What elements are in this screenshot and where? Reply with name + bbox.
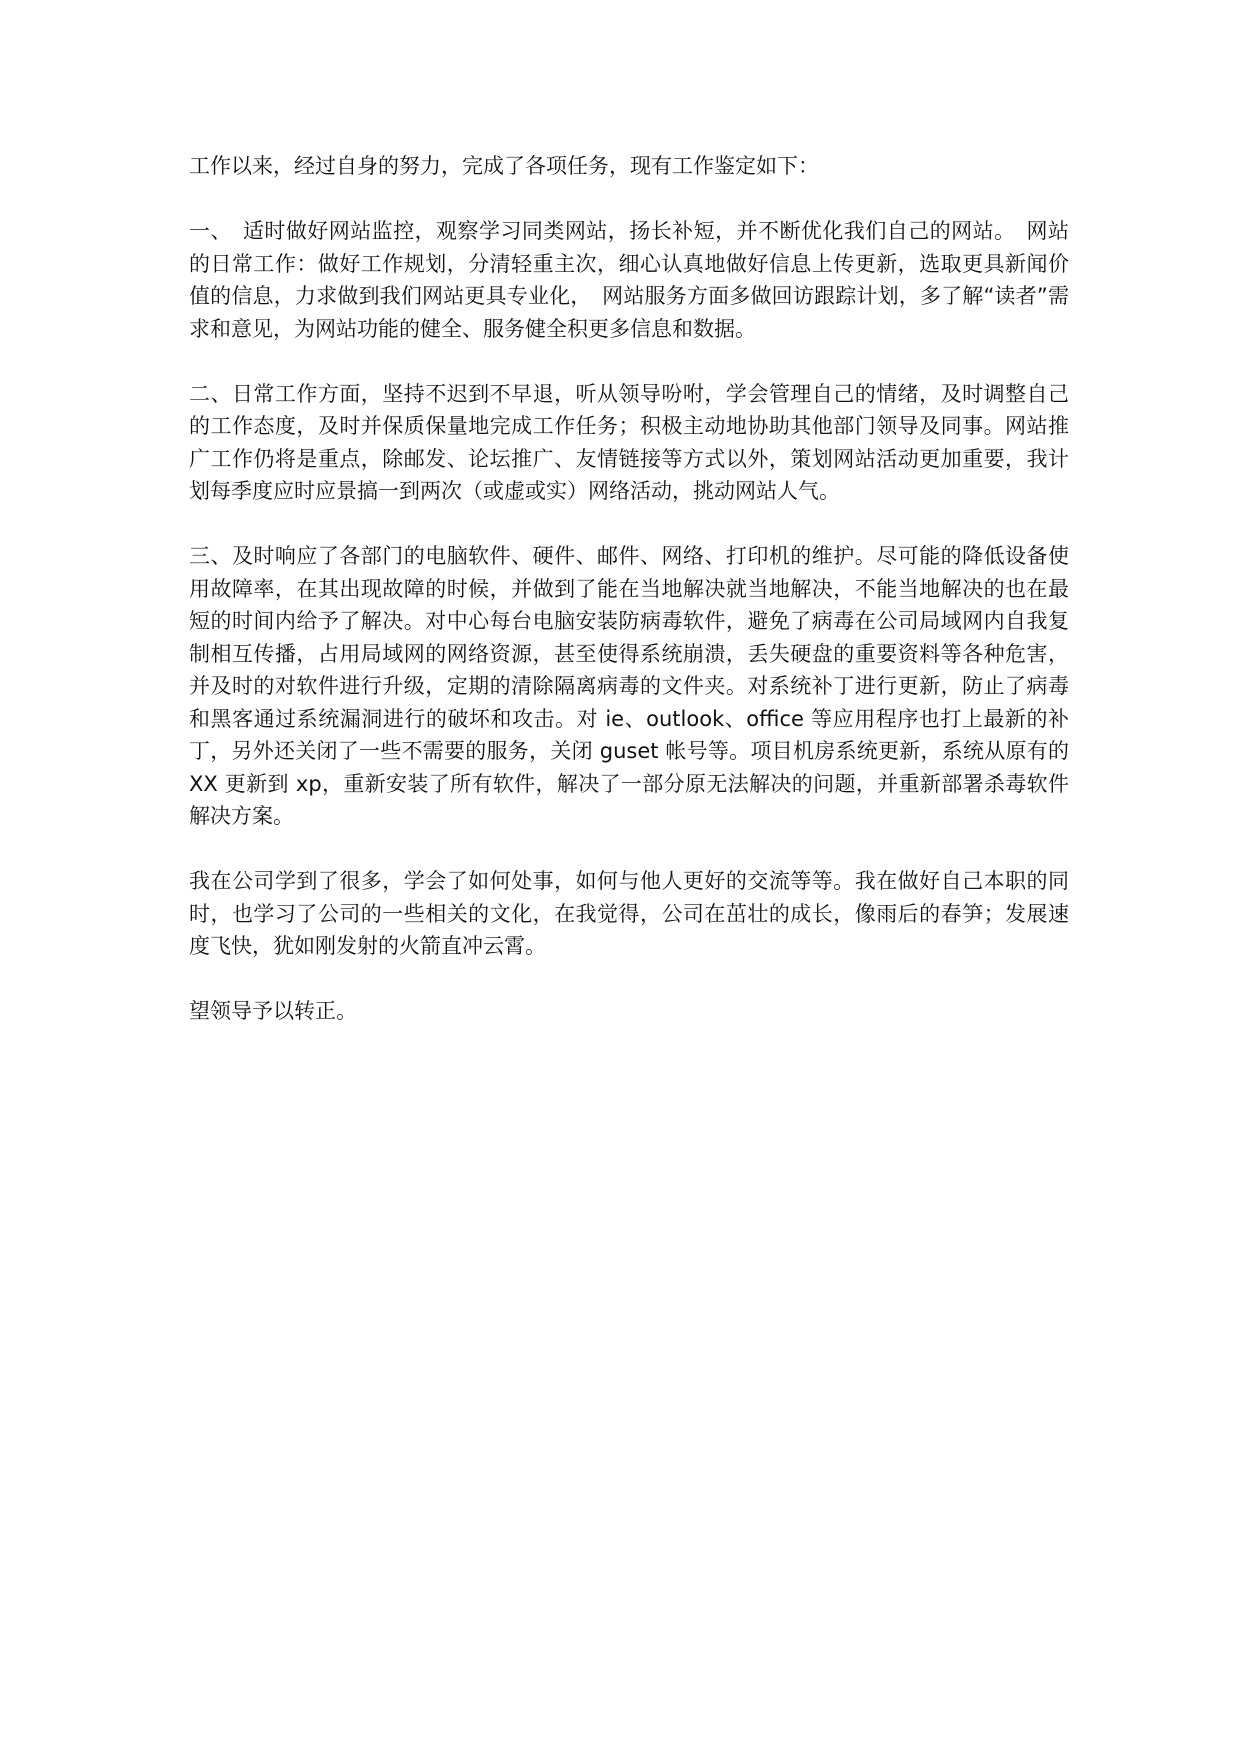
paragraph-intro: 工作以来，经过自身的努力，完成了各项任务，现有工作鉴定如下： (189, 154, 819, 178)
paragraph-closing: 望领导予以转正。 (189, 999, 357, 1023)
document-body (189, 150, 1069, 1060)
paragraph-website-monitoring: 一、 适时做好网站监控，观察学习同类网站，扬长补短，并不断优化我们自己的网站。 网站的日常工作：做好工作规划，分清轻重主次，细心认真地做好信息上传更新，选取更具新闻价值的信息，力求做到我们网站更具专业化， 网站服务方面多做回访跟踪计划，多了解“读者”需求和意见，为网站功能的健全、服务健全积更多信息和数据。 (189, 219, 1069, 341)
paragraph-daily-work: 二、日常工作方面，坚持不迟到不早退，听从领导吩咐，学会管理自己的情绪，及时调整自己的工作态度，及时并保质保量地完成工作任务；积极主动地协助其他部门领导及同事。网站推广工作仍将是重点，除邮发、论坛推广、友情链接等方式以外，策划网站活动更加重要，我计划每季度应时应景搞一到两次（或虚或实）网络活动，挑动网站人气。 (189, 381, 1069, 503)
paragraph-it-maintenance: 三、及时响应了各部门的电脑软件、硬件、邮件、网络、打印机的维护。尽可能的降低设备使用故障率，在其出现故障的时候，并做到了能在当地解决就当地解决，不能当地解决的也在最短的时间内给予了解决。对中心每台电脑安装防病毒软件，避免了病毒在公司局域网内自我复制相互传播，占用局域网的网络资源，甚至使得系统崩溃，丢失硬盘的重要资料等各种危害，并及时的对软件进行升级，定期的清除隔离病毒的文件夹。对系统补丁进行更新，防止了病毒和黑客通过系统漏洞进行的破坏和攻击。对 ie、outlook、office 等应用程序也打上最新的补丁，另外还关闭了一些不需要的服务，关闭 guset 帐号等。项目机房系统更新，系统从原有的 XX 更新到 xp，重新安装了所有软件，解决了一部分原无法解决的问题，并重新部署杀毒软件解决方案。 (189, 544, 1069, 828)
paragraph-learning: 我在公司学到了很多，学会了如何处事，如何与他人更好的交流等等。我在做好自己本职的同时，也学习了公司的一些相关的文化，在我觉得，公司在茁壮的成长，像雨后的春笋；发展速度飞快，犹如刚发射的火箭直冲云霄。 (189, 869, 1069, 958)
